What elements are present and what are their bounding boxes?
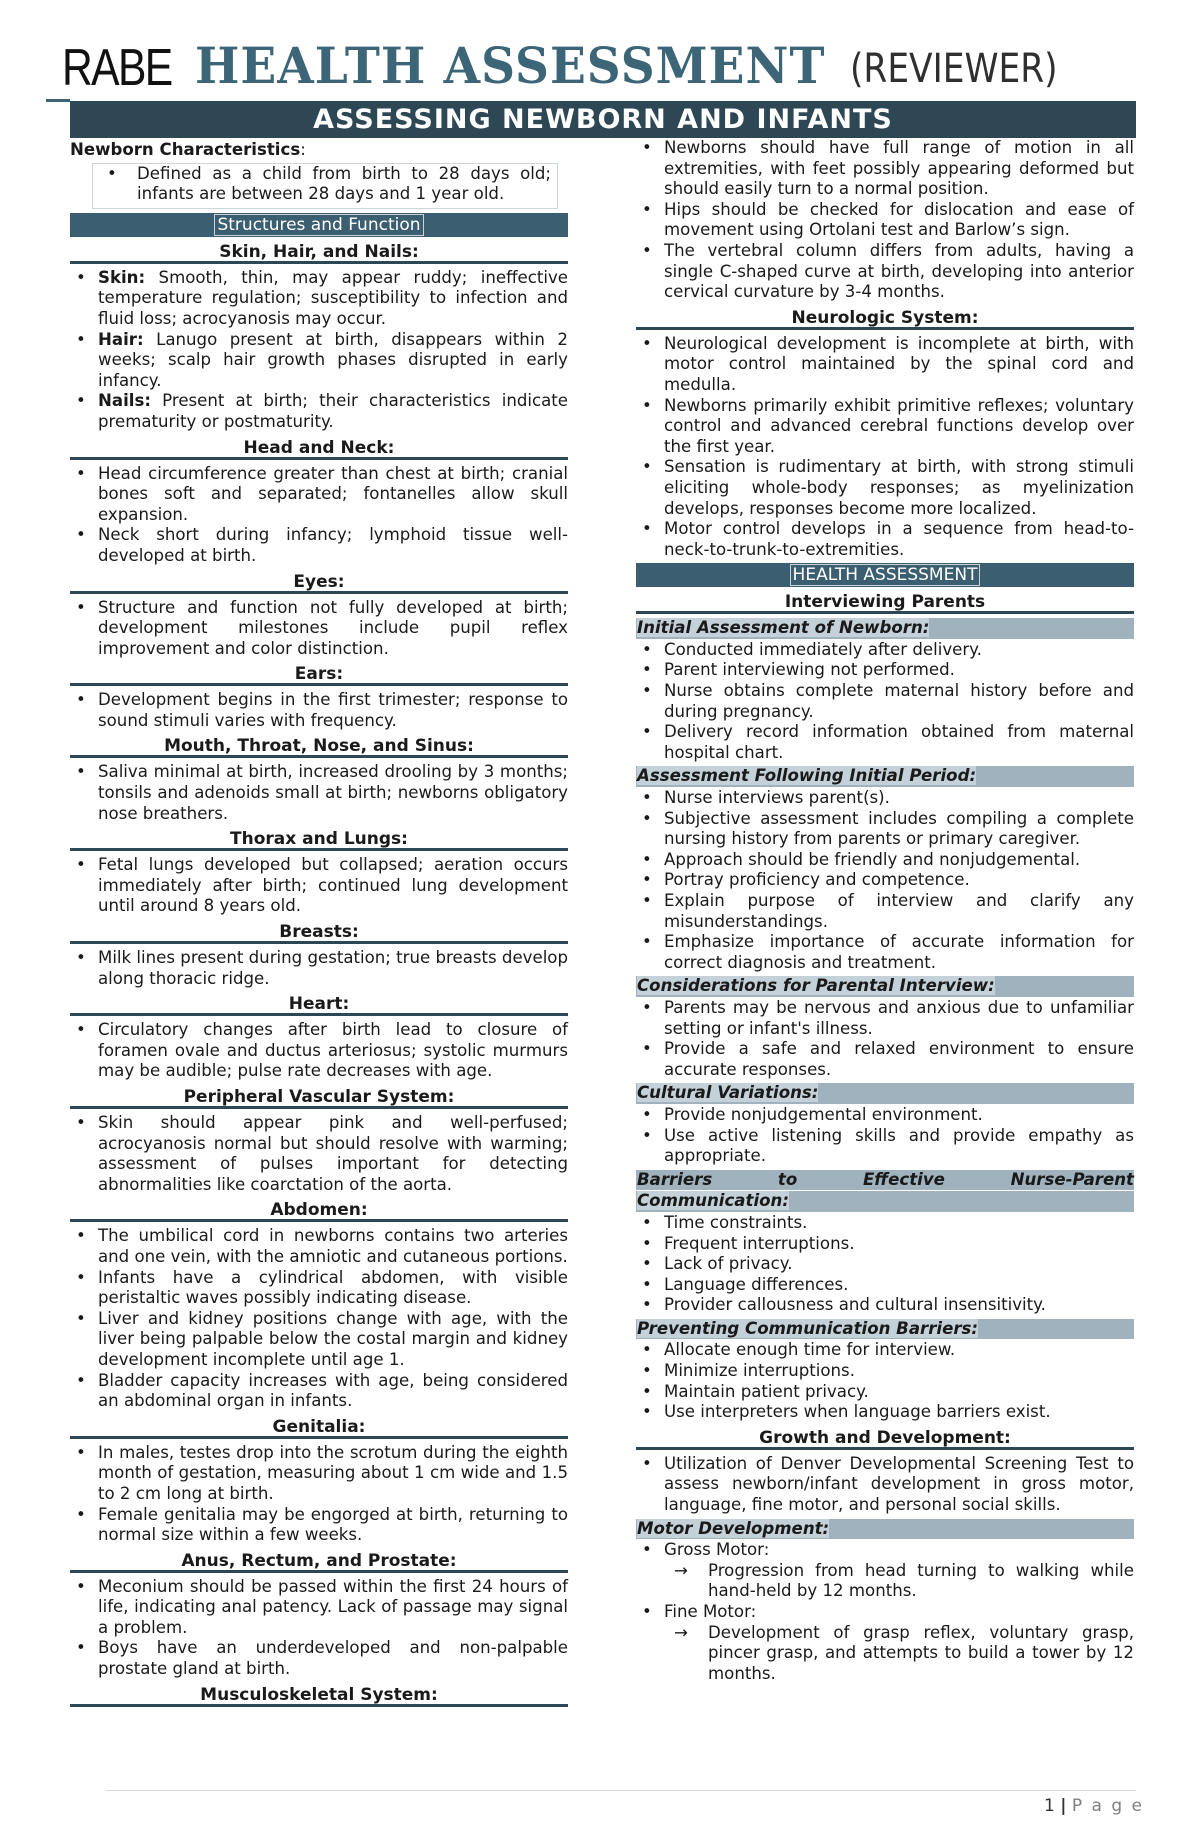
list-item: • Motor control develops in a sequence from head-to-neck-to-trunk-to-extremities. bbox=[636, 519, 1134, 560]
list-item: • Skin should appear pink and well-perfused; acrocyanosis normal but should resolve with warming; assessment of pulses important for detecting abnormalities like coarctation of the aorta. bbox=[70, 1113, 568, 1195]
right-column bbox=[636, 138, 1134, 1687]
newborn-characteristics-heading bbox=[70, 140, 568, 161]
section-ears: Ears: bbox=[70, 662, 568, 686]
neurologic-list bbox=[636, 334, 1134, 561]
subhead-motor-development bbox=[636, 1519, 1134, 1540]
newborn-definition: • Defined as a child from birth to 28 days old; infants are between 28 days and 1 year old. bbox=[93, 164, 551, 205]
subhead-text: Considerations for Parental Interview: bbox=[637, 976, 995, 996]
list-item: • Delivery record information obtained from maternal hospital chart. bbox=[636, 722, 1134, 763]
section-abdomen: Abdomen: bbox=[70, 1198, 568, 1222]
section-peripheral-vascular: Peripheral Vascular System: bbox=[70, 1085, 568, 1109]
page-label: P a g e bbox=[1071, 1796, 1144, 1816]
list-item: • Fetal lungs developed but collapsed; aeration occurs immediately after birth; continued lung development until around 8 years old. bbox=[70, 855, 568, 917]
list-item: • Newborns should have full range of motion in all extremities, with feet possibly appearing deformed but should easily turn to a normal position. bbox=[636, 138, 1134, 200]
item-label: Skin: bbox=[98, 267, 146, 287]
subhead-word: Nurse-Parent bbox=[1010, 1169, 1134, 1189]
abdomen-list bbox=[70, 1226, 568, 1411]
subhead-word: to bbox=[777, 1169, 798, 1189]
subhead-text: Communication: bbox=[637, 1191, 789, 1211]
preventing-list bbox=[636, 1340, 1134, 1422]
list-item: • Emphasize importance of accurate information for correct diagnosis and treatment. bbox=[636, 932, 1134, 973]
health-assessment-band bbox=[636, 563, 1134, 587]
section-growth-development: Growth and Development: bbox=[636, 1426, 1134, 1450]
list-item: • Nurse interviews parent(s). bbox=[636, 788, 1134, 809]
list-item: • The umbilical cord in newborns contains two arteries and one vein, with the amniotic and cutaneous portions. bbox=[70, 1226, 568, 1267]
subhead-text: Cultural Variations: bbox=[637, 1083, 819, 1103]
list-item: • Neck short during infancy; lymphoid tissue well-developed at birth. bbox=[70, 525, 568, 566]
list-item: • Parent interviewing not performed. bbox=[636, 660, 1134, 681]
gross-motor-sublist bbox=[636, 1561, 1134, 1602]
footer-rule bbox=[106, 1790, 1136, 1791]
barriers-list bbox=[636, 1213, 1134, 1316]
list-item: • Frequent interruptions. bbox=[636, 1234, 1134, 1255]
section-genitalia: Genitalia: bbox=[70, 1415, 568, 1439]
sub-list-item: → Development of grasp reflex, voluntary grasp, pincer grasp, and attempts to build a tower by 12 months. bbox=[636, 1623, 1134, 1685]
list-item: • Development begins in the first trimester; response to sound stimuli varies with frequency. bbox=[70, 690, 568, 731]
item-text: Smooth, thin, may appear ruddy; ineffective temperature regulation; susceptibility to infection and fluid loss; acrocyanosis may occur. bbox=[98, 267, 568, 328]
item-text: Present at birth; their characteristics indicate prematurity or postmaturity. bbox=[98, 391, 568, 431]
health-assessment-label: HEALTH ASSESSMENT bbox=[790, 564, 981, 586]
list-item: • Provide nonjudgemental environment. bbox=[636, 1105, 1134, 1126]
gross-motor-label: Gross Motor: bbox=[664, 1540, 770, 1560]
newborn-characteristics-colon: : bbox=[300, 140, 306, 159]
musculoskeletal-list bbox=[636, 138, 1134, 303]
subhead-assessment-following bbox=[636, 766, 1134, 787]
list-item: • Bladder capacity increases with age, being considered an abdominal organ in infants. bbox=[70, 1371, 568, 1412]
subhead-text: Assessment Following Initial Period: bbox=[637, 766, 977, 786]
list-item: • Nurse obtains complete maternal history before and during pregnancy. bbox=[636, 681, 1134, 722]
fine-motor-label: Fine Motor: bbox=[664, 1602, 757, 1621]
section-thorax: Thorax and Lungs: bbox=[70, 827, 568, 851]
list-item bbox=[70, 268, 568, 330]
subhead-cultural-variations bbox=[636, 1083, 1134, 1104]
section-musculoskeletal: Musculoskeletal System: bbox=[70, 1683, 568, 1707]
initial-assessment-list bbox=[636, 640, 1134, 764]
section-mouth: Mouth, Throat, Nose, and Sinus: bbox=[70, 734, 568, 758]
list-item: • Allocate enough time for interview. bbox=[636, 1340, 1134, 1361]
subhead-barriers bbox=[636, 1170, 1134, 1191]
subhead-word: Barriers bbox=[637, 1169, 713, 1189]
list-item: • Minimize interruptions. bbox=[636, 1361, 1134, 1382]
list-item: • The vertebral column differs from adults, having a single C-shaped curve at birth, developing into anterior cervical curvature by 3-4 months. bbox=[636, 241, 1134, 303]
page-separator: | bbox=[1060, 1796, 1067, 1816]
document-header bbox=[62, 38, 1142, 98]
genitalia-list bbox=[70, 1443, 568, 1546]
document-subtitle: (REVIEWER) bbox=[850, 46, 1058, 92]
list-item: • Explain purpose of interview and clarify any misunderstandings. bbox=[636, 891, 1134, 932]
list-item: • Neurological development is incomplete at birth, with motor control maintained by the spinal cord and medulla. bbox=[636, 334, 1134, 396]
fine-motor-sublist bbox=[636, 1623, 1134, 1685]
brand-name: RABE bbox=[62, 39, 172, 97]
assessment-following-list bbox=[636, 788, 1134, 973]
list-item: • Approach should be friendly and nonjudgemental. bbox=[636, 850, 1134, 871]
skin-list bbox=[70, 268, 568, 433]
ears-list bbox=[70, 690, 568, 731]
list-item: • Parents may be nervous and anxious due to unfamiliar setting or infant's illness. bbox=[636, 998, 1134, 1039]
section-skin-hair-nails: Skin, Hair, and Nails: bbox=[70, 240, 568, 264]
section-heart: Heart: bbox=[70, 992, 568, 1016]
thorax-list bbox=[70, 855, 568, 917]
section-eyes: Eyes: bbox=[70, 570, 568, 594]
list-item: • Utilization of Denver Developmental Screening Test to assess newborn/infant development in gross motor, language, fine motor, and personal social skills. bbox=[636, 1454, 1134, 1516]
item-label: Nails: bbox=[98, 391, 151, 411]
motor-list bbox=[636, 1540, 1134, 1684]
list-item: • Milk lines present during gestation; true breasts develop along thoracic ridge. bbox=[70, 948, 568, 989]
list-item: • Newborns primarily exhibit primitive reflexes; voluntary control and advanced cerebral functions develop over the first year. bbox=[636, 396, 1134, 458]
list-item: • Provide a safe and relaxed environment to ensure accurate responses. bbox=[636, 1039, 1134, 1080]
list-item: • Saliva minimal at birth, increased drooling by 3 months; tonsils and adenoids small at birth; newborns obligatory nose breathers. bbox=[70, 762, 568, 824]
document-title: HEALTH ASSESSMENT bbox=[195, 38, 826, 96]
list-item: • Time constraints. bbox=[636, 1213, 1134, 1234]
chapter-banner: ASSESSING NEWBORN AND INFANTS bbox=[70, 101, 1136, 138]
list-item: • Lack of privacy. bbox=[636, 1254, 1134, 1275]
section-breasts: Breasts: bbox=[70, 920, 568, 944]
considerations-list bbox=[636, 998, 1134, 1080]
anus-list bbox=[70, 1577, 568, 1680]
section-interviewing-parents: Interviewing Parents bbox=[636, 590, 1134, 614]
page-number: 1 bbox=[1044, 1796, 1055, 1816]
mouth-list bbox=[70, 762, 568, 824]
heart-list bbox=[70, 1020, 568, 1082]
list-item: • Sensation is rudimentary at birth, with strong stimuli eliciting whole-body responses; as myelinization develops, responses become more localized. bbox=[636, 457, 1134, 519]
list-item bbox=[70, 391, 568, 432]
pvs-list bbox=[70, 1113, 568, 1195]
subhead-barriers-line2 bbox=[636, 1191, 1134, 1212]
list-item: • Portray proficiency and competence. bbox=[636, 870, 1134, 891]
head-list bbox=[70, 464, 568, 567]
subhead-preventing-barriers bbox=[636, 1319, 1134, 1340]
list-item: • Subjective assessment includes compiling a complete nursing history from parents or primary caregiver. bbox=[636, 809, 1134, 850]
list-item: • Circulatory changes after birth lead to closure of foramen ovale and ductus arteriosus; systolic murmurs may be audible; pulse rate decreases with age. bbox=[70, 1020, 568, 1082]
list-item: • Liver and kidney positions change with age, with the liver being palpable below the costal margin and kidney development incomplete until age 1. bbox=[70, 1309, 568, 1371]
header-accent-rule bbox=[46, 99, 70, 102]
list-item bbox=[70, 330, 568, 392]
subhead-text: Motor Development: bbox=[637, 1518, 830, 1538]
list-item: • Provider callousness and cultural insensitivity. bbox=[636, 1295, 1134, 1316]
left-column bbox=[70, 138, 568, 1711]
section-anus-rectum-prostate: Anus, Rectum, and Prostate: bbox=[70, 1549, 568, 1573]
list-item: • Boys have an underdeveloped and non-palpable prostate gland at birth. bbox=[70, 1638, 568, 1679]
section-head-neck: Head and Neck: bbox=[70, 436, 568, 460]
subhead-text: Initial Assessment of Newborn: bbox=[637, 618, 930, 638]
list-item bbox=[636, 1602, 1134, 1684]
newborn-characteristics-label: Newborn Characteristics bbox=[70, 140, 301, 159]
sub-list-item: → Progression from head turning to walking while hand-held by 12 months. bbox=[636, 1561, 1134, 1602]
cultural-list bbox=[636, 1105, 1134, 1167]
list-item: • Female genitalia may be engorged at birth, returning to normal size within a few weeks. bbox=[70, 1505, 568, 1546]
list-item: • Head circumference greater than chest at birth; cranial bones soft and separated; fontanelles allow skull expansion. bbox=[70, 464, 568, 526]
list-item: • Infants have a cylindrical abdomen, with visible peristaltic waves possibly indicating disease. bbox=[70, 1268, 568, 1309]
subhead-word: Effective bbox=[862, 1169, 945, 1189]
list-item: • Meconium should be passed within the first 24 hours of life, indicating anal patency. Lack of passage may signal a problem. bbox=[70, 1577, 568, 1639]
list-item bbox=[636, 1540, 1134, 1602]
item-label: Hair: bbox=[98, 329, 144, 349]
structures-function-band bbox=[70, 213, 568, 237]
item-text: Lanugo present at birth, disappears within 2 weeks; scalp hair growth phases disrupted in early infancy. bbox=[98, 329, 568, 390]
breasts-list bbox=[70, 948, 568, 989]
structures-function-label: Structures and Function bbox=[214, 214, 423, 236]
list-item: • Hips should be checked for dislocation and ease of movement using Ortolani test and Barlow’s sign. bbox=[636, 200, 1134, 241]
list-item: • Maintain patient privacy. bbox=[636, 1382, 1134, 1403]
subhead-considerations bbox=[636, 976, 1134, 997]
section-neurologic: Neurologic System: bbox=[636, 306, 1134, 330]
list-item: • Use active listening skills and provide empathy as appropriate. bbox=[636, 1126, 1134, 1167]
eyes-list bbox=[70, 598, 568, 660]
list-item: • Structure and function not fully developed at birth; development milestones include pupil reflex improvement and color distinction. bbox=[70, 598, 568, 660]
subhead-initial-assessment bbox=[636, 618, 1134, 639]
page-footer bbox=[1044, 1796, 1144, 1816]
growth-list bbox=[636, 1454, 1134, 1516]
list-item: • Language differences. bbox=[636, 1275, 1134, 1296]
list-item: • Use interpreters when language barriers exist. bbox=[636, 1402, 1134, 1423]
newborn-definition-box bbox=[92, 163, 558, 209]
list-item: • Conducted immediately after delivery. bbox=[636, 640, 1134, 661]
list-item: • In males, testes drop into the scrotum during the eighth month of gestation, measuring about 1 cm wide and 1.5 to 2 cm long at birth. bbox=[70, 1443, 568, 1505]
subhead-text: Preventing Communication Barriers: bbox=[637, 1318, 979, 1338]
